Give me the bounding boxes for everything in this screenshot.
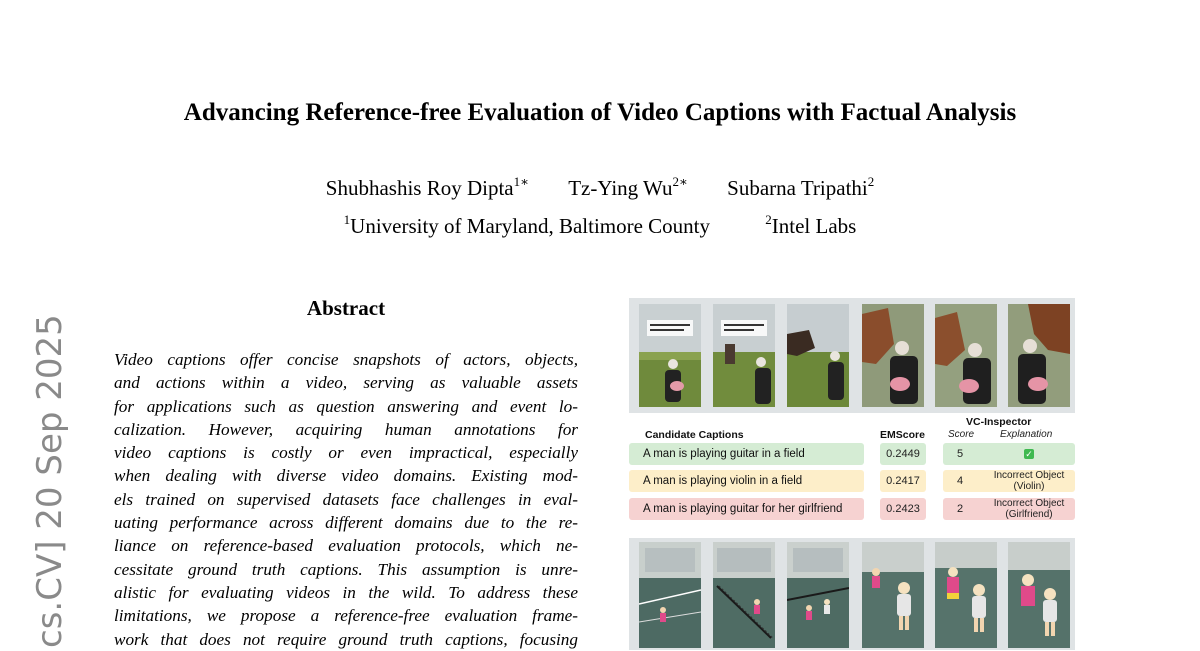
arxiv-stamp: cs.CV] 20 Sep 2025 [30, 314, 70, 648]
author-list [0, 176, 1200, 201]
video-frame [935, 304, 997, 407]
affiliation-1: $^1$University of Maryland, Baltimore County [343, 212, 711, 238]
video-frame [639, 304, 701, 407]
caption-row-3: A man is playing guitar for her girlfriend [629, 498, 864, 520]
candidate-captions-header: Candidate Captions [645, 429, 744, 441]
vc-score-cell-1 [943, 443, 1075, 465]
author-1: Shubhashis Roy Dipta$^{1∗}$ [325, 174, 529, 200]
video-frame [935, 542, 997, 648]
vc-inspector-header: VC-Inspector [966, 416, 1032, 428]
video-frames-top [629, 298, 1075, 413]
video-frame [1008, 542, 1070, 648]
emscore-value-2: 0.2417 [880, 470, 926, 492]
checkmark-icon: ✓ [1025, 449, 1033, 459]
paper-title: Advancing Reference-free Evaluation of Video Captions with Factual Analysis [183, 99, 1017, 126]
video-frame [713, 304, 775, 407]
abstract-line: for applications such as question answering and event lo- [114, 396, 578, 416]
abstract-line: limitations, we propose a reference-free evaluation frame- [114, 606, 578, 626]
abstract-heading: Abstract [306, 296, 386, 320]
video-frame [639, 542, 701, 648]
affiliation-list [0, 214, 1200, 239]
score-subheader: Score [948, 429, 975, 440]
vc-score-3: 2 [957, 503, 964, 515]
vc-score-2: 4 [957, 475, 964, 487]
caption-row-2: A man is playing violin in a field [629, 470, 864, 492]
abstract-line: cessitate ground truth captions. This assumption is unre- [114, 559, 578, 579]
video-frame [862, 542, 924, 648]
abstract-line: liance on reference-based evaluation protocols, which ne- [114, 536, 578, 556]
author-2: Tz-Ying $Wu^{2∗}$ [568, 174, 688, 200]
abstract-line: when dealing with diverse video domains. Existing mod- [114, 466, 578, 486]
emscore-value-1: 0.2449 [880, 443, 926, 465]
video-frame [1008, 304, 1070, 407]
explanation-2: Incorrect Object (Violin) [993, 470, 1065, 492]
vc-score-cell-3 [943, 498, 1075, 520]
abstract-body [114, 348, 578, 651]
abstract-line: and actions within a video, serving as valuable assets [114, 373, 578, 393]
video-frame [862, 304, 924, 407]
emscore-header: EMScore [880, 429, 925, 441]
abstract-line: Video captions offer concise snapshots of actors, objects, [114, 350, 578, 369]
video-frame [787, 542, 849, 648]
abstract-line: calization. However, acquiring human annotations for [114, 419, 578, 439]
affiliation-2: $^2$Intel Labs [765, 212, 857, 238]
video-frames-bottom [629, 538, 1075, 650]
video-frame [713, 542, 775, 648]
abstract-line: alistic for evaluating videos in the wild. To address these [114, 582, 578, 602]
teaser-figure [629, 298, 1076, 648]
abstract-line: video captions is costly or even impractical, especially [114, 443, 578, 463]
abstract-line: uating performance across different domains due to the re- [114, 513, 578, 533]
vc-score-1: 5 [957, 448, 964, 460]
explanation-1 [983, 443, 1075, 465]
caption-row-1: A man is playing guitar in a field [629, 443, 864, 465]
explanation-3: Incorrect Object (Girlfriend) [993, 498, 1065, 520]
emscore-value-3: 0.2423 [880, 498, 926, 520]
video-frame [787, 304, 849, 407]
explanation-subheader: Explanation [1000, 429, 1053, 440]
abstract-line: els trained on supervised datasets face challenges in eval- [114, 489, 578, 509]
vc-score-cell-2 [943, 470, 1075, 492]
author-3: Subarna Tripathi$^2$ [727, 174, 875, 200]
abstract-line: work that does not require ground truth captions, focusing [114, 629, 578, 649]
